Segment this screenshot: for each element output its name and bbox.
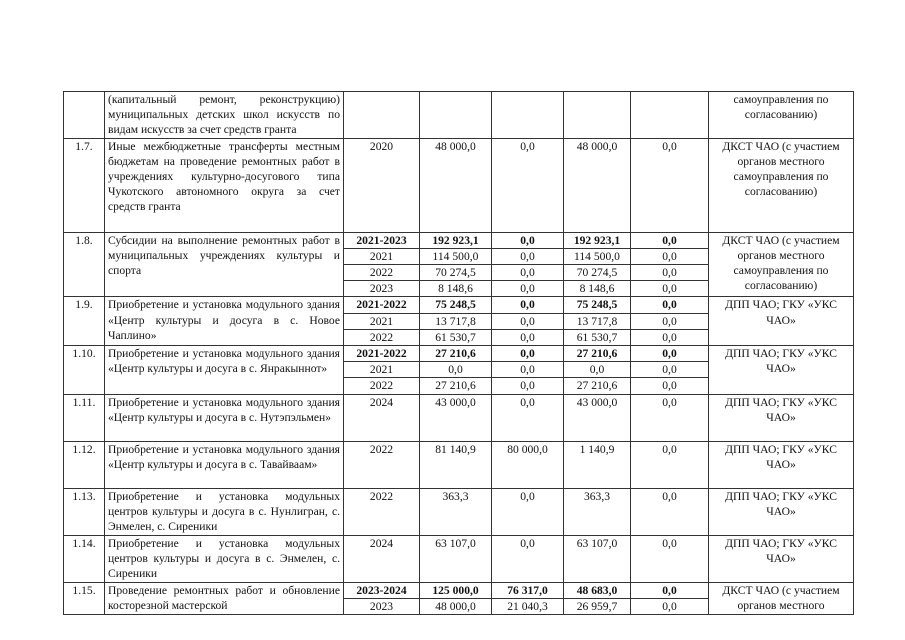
total-cell: 63 107,0 <box>420 535 492 582</box>
local-budget-cell: 0,0 <box>631 394 709 441</box>
federal-budget-cell: 0,0 <box>492 248 564 264</box>
table-row <box>64 297 854 313</box>
local-budget-cell: 0,0 <box>631 265 709 281</box>
executor-cell: ДПП ЧАО; ГКУ «УКС ЧАО» <box>709 488 854 535</box>
federal-budget-cell: 0,0 <box>492 378 564 394</box>
year-cell: 2023 <box>344 281 420 297</box>
federal-budget-cell: 0,0 <box>492 535 564 582</box>
regional-budget-cell: 61 530,7 <box>564 329 631 345</box>
federal-budget-cell: 80 000,0 <box>492 441 564 488</box>
federal-budget-cell: 0,0 <box>492 138 564 232</box>
year-cell: 2021-2022 <box>344 346 420 362</box>
regional-budget-cell: 48 683,0 <box>564 582 631 598</box>
year-cell: 2022 <box>344 441 420 488</box>
year-cell: 2024 <box>344 394 420 441</box>
year-cell: 2023 <box>344 598 420 614</box>
activity-name: Приобретение и установка модульных центров культуры и досуга в с. Нунлигран, с. Энмелен, с. Сиреники <box>105 488 344 535</box>
federal-budget-cell: 0,0 <box>492 297 564 313</box>
federal-budget-cell <box>492 92 564 139</box>
federal-budget-cell: 0,0 <box>492 362 564 378</box>
regional-budget-cell: 363,3 <box>564 488 631 535</box>
executor-cell: ДКСТ ЧАО (с участием органов местного самоуправления по согласованию) <box>709 232 854 297</box>
executor-cell: самоуправления по согласованию) <box>709 92 854 139</box>
total-cell: 13 717,8 <box>420 313 492 329</box>
row-number: 1.9. <box>64 297 105 346</box>
table-row <box>64 232 854 248</box>
total-cell: 81 140,9 <box>420 441 492 488</box>
document-page <box>63 91 853 615</box>
year-cell <box>344 92 420 139</box>
activity-name: Приобретение и установка модульного здания «Центр культуры и досуга в с. Тавайваам» <box>105 441 344 488</box>
local-budget-cell: 0,0 <box>631 362 709 378</box>
activity-name: Приобретение и установка модульного здания «Центр культуры и досуга в с. Нутэпэльмен» <box>105 394 344 441</box>
executor-cell: ДПП ЧАО; ГКУ «УКС ЧАО» <box>709 535 854 582</box>
federal-budget-cell: 21 040,3 <box>492 598 564 614</box>
table-row <box>64 488 854 535</box>
regional-budget-cell: 13 717,8 <box>564 313 631 329</box>
regional-budget-cell: 0,0 <box>564 362 631 378</box>
local-budget-cell: 0,0 <box>631 598 709 614</box>
row-number: 1.15. <box>64 582 105 614</box>
table-row <box>64 346 854 362</box>
local-budget-cell: 0,0 <box>631 248 709 264</box>
total-cell: 48 000,0 <box>420 138 492 232</box>
year-cell: 2021 <box>344 362 420 378</box>
local-budget-cell: 0,0 <box>631 582 709 598</box>
regional-budget-cell: 1 140,9 <box>564 441 631 488</box>
total-cell: 48 000,0 <box>420 598 492 614</box>
federal-budget-cell: 0,0 <box>492 329 564 345</box>
total-cell: 61 530,7 <box>420 329 492 345</box>
year-cell: 2021 <box>344 248 420 264</box>
local-budget-cell: 0,0 <box>631 488 709 535</box>
local-budget-cell: 0,0 <box>631 297 709 313</box>
regional-budget-cell: 27 210,6 <box>564 346 631 362</box>
table-row <box>64 92 854 139</box>
year-cell: 2020 <box>344 138 420 232</box>
executor-cell: ДПП ЧАО; ГКУ «УКС ЧАО» <box>709 394 854 441</box>
activity-name: Иные межбюджетные трансферты местным бюджетам на проведение ремонтных работ в учреждениях культурно-досугового типа Чукотского автономного округа за счет средств гранта <box>105 138 344 232</box>
row-number: 1.11. <box>64 394 105 441</box>
total-cell: 27 210,6 <box>420 346 492 362</box>
year-cell: 2022 <box>344 488 420 535</box>
table-row <box>64 138 854 232</box>
federal-budget-cell: 0,0 <box>492 313 564 329</box>
year-cell: 2021 <box>344 313 420 329</box>
year-cell: 2021-2023 <box>344 232 420 248</box>
total-cell: 363,3 <box>420 488 492 535</box>
federal-budget-cell: 0,0 <box>492 488 564 535</box>
regional-budget-cell: 75 248,5 <box>564 297 631 313</box>
federal-budget-cell: 0,0 <box>492 394 564 441</box>
row-number: 1.13. <box>64 488 105 535</box>
total-cell: 27 210,6 <box>420 378 492 394</box>
regional-budget-cell: 8 148,6 <box>564 281 631 297</box>
total-cell: 43 000,0 <box>420 394 492 441</box>
regional-budget-cell: 26 959,7 <box>564 598 631 614</box>
regional-budget-cell: 70 274,5 <box>564 265 631 281</box>
table-row <box>64 582 854 598</box>
local-budget-cell: 0,0 <box>631 441 709 488</box>
activity-name: Проведение ремонтных работ и обновление косторезной мастерской <box>105 582 344 614</box>
executor-cell: ДКСТ ЧАО (с участием органов местного самоуправления по согласованию) <box>709 138 854 232</box>
row-number: 1.8. <box>64 232 105 297</box>
program-activities-table <box>63 91 854 615</box>
regional-budget-cell: 43 000,0 <box>564 394 631 441</box>
row-number: 1.12. <box>64 441 105 488</box>
local-budget-cell <box>631 92 709 139</box>
local-budget-cell: 0,0 <box>631 535 709 582</box>
total-cell: 0,0 <box>420 362 492 378</box>
year-cell: 2021-2022 <box>344 297 420 313</box>
year-cell: 2022 <box>344 265 420 281</box>
activity-name: Приобретение и установка модульного здания «Центр культуры и досуга в с. Новое Чаплино» <box>105 297 344 346</box>
year-cell: 2024 <box>344 535 420 582</box>
row-number <box>64 92 105 139</box>
row-number: 1.7. <box>64 138 105 232</box>
local-budget-cell: 0,0 <box>631 378 709 394</box>
table-row <box>64 394 854 441</box>
total-cell <box>420 92 492 139</box>
total-cell: 70 274,5 <box>420 265 492 281</box>
activity-name: Приобретение и установка модульного здания «Центр культуры и досуга в с. Янракыннот» <box>105 346 344 395</box>
regional-budget-cell: 48 000,0 <box>564 138 631 232</box>
federal-budget-cell: 0,0 <box>492 346 564 362</box>
local-budget-cell: 0,0 <box>631 346 709 362</box>
local-budget-cell: 0,0 <box>631 281 709 297</box>
local-budget-cell: 0,0 <box>631 329 709 345</box>
executor-cell: ДПП ЧАО; ГКУ «УКС ЧАО» <box>709 346 854 395</box>
year-cell: 2022 <box>344 329 420 345</box>
table-row <box>64 441 854 488</box>
federal-budget-cell: 0,0 <box>492 265 564 281</box>
local-budget-cell: 0,0 <box>631 138 709 232</box>
executor-cell: ДПП ЧАО; ГКУ «УКС ЧАО» <box>709 297 854 346</box>
row-number: 1.10. <box>64 346 105 395</box>
regional-budget-cell: 63 107,0 <box>564 535 631 582</box>
row-number: 1.14. <box>64 535 105 582</box>
regional-budget-cell: 192 923,1 <box>564 232 631 248</box>
federal-budget-cell: 0,0 <box>492 281 564 297</box>
federal-budget-cell: 0,0 <box>492 232 564 248</box>
year-cell: 2022 <box>344 378 420 394</box>
federal-budget-cell: 76 317,0 <box>492 582 564 598</box>
total-cell: 192 923,1 <box>420 232 492 248</box>
table-row <box>64 535 854 582</box>
activity-name: Субсидии на выполнение ремонтных работ в муниципальных учреждениях культуры и спорта <box>105 232 344 297</box>
total-cell: 114 500,0 <box>420 248 492 264</box>
regional-budget-cell <box>564 92 631 139</box>
executor-cell: ДКСТ ЧАО (с участием органов местного <box>709 582 854 614</box>
total-cell: 8 148,6 <box>420 281 492 297</box>
regional-budget-cell: 27 210,6 <box>564 378 631 394</box>
activity-name: (капитальный ремонт, реконструкцию) муниципальных детских школ искусств по видам искусств за счет средств гранта <box>105 92 344 139</box>
year-cell: 2023-2024 <box>344 582 420 598</box>
total-cell: 125 000,0 <box>420 582 492 598</box>
local-budget-cell: 0,0 <box>631 232 709 248</box>
regional-budget-cell: 114 500,0 <box>564 248 631 264</box>
executor-cell: ДПП ЧАО; ГКУ «УКС ЧАО» <box>709 441 854 488</box>
local-budget-cell: 0,0 <box>631 313 709 329</box>
total-cell: 75 248,5 <box>420 297 492 313</box>
activity-name: Приобретение и установка модульных центров культуры и досуга в с. Энмелен, с. Сиреники <box>105 535 344 582</box>
